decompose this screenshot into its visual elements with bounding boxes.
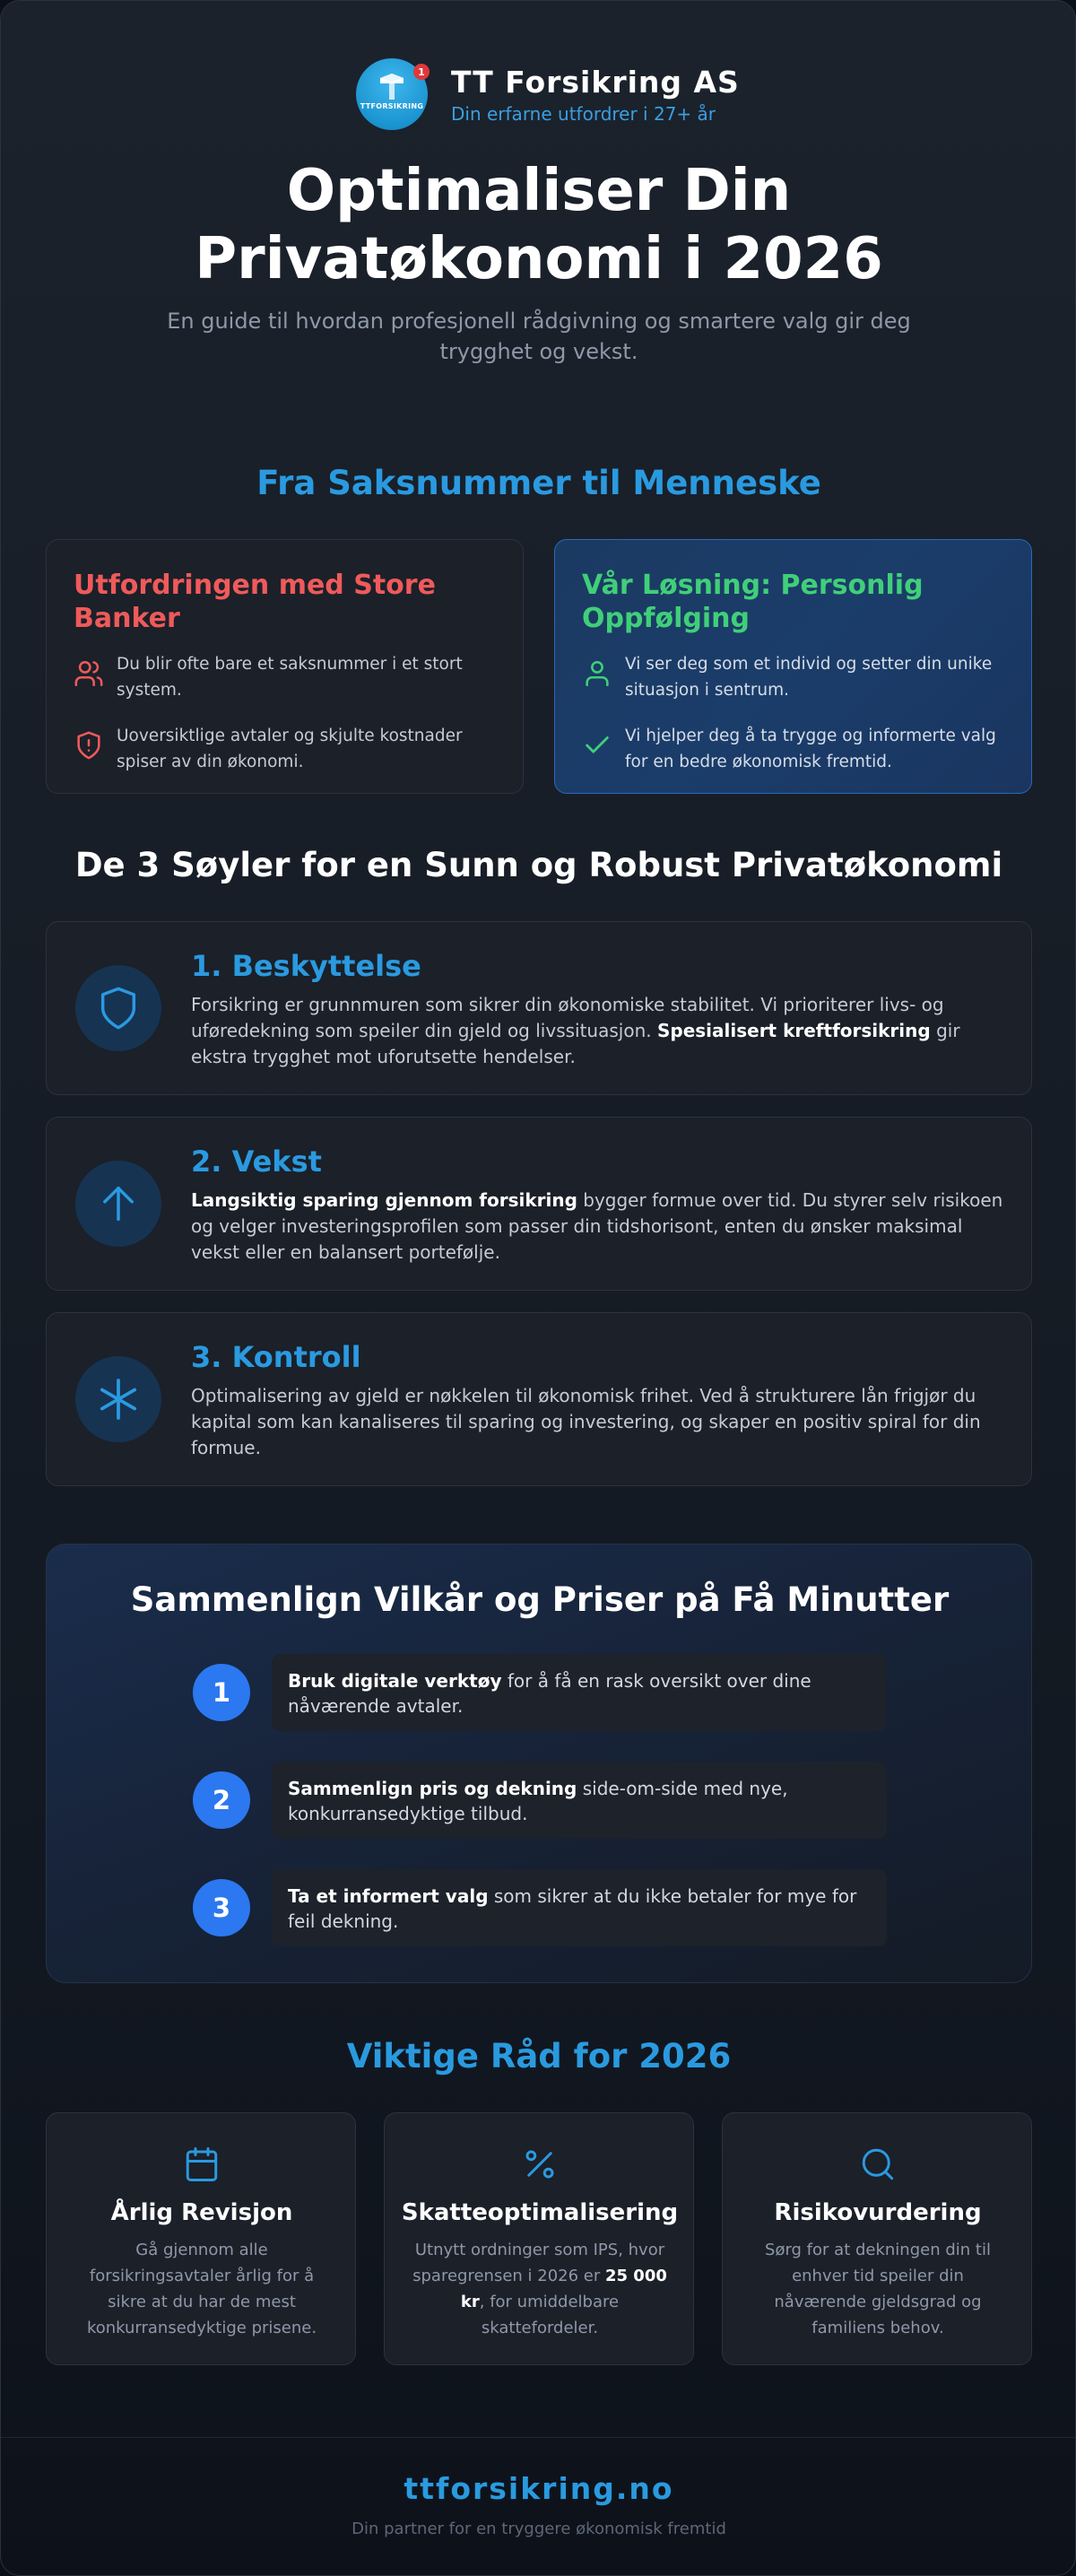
page-subtitle: En guide til hvordan profesjonell rådgivning og smartere valg gir deg trygghet og vekst. xyxy=(167,309,911,364)
pillar-title: 2. Vekst xyxy=(191,1144,322,1179)
footer-divider xyxy=(1,2437,1076,2438)
challenge-title: Utfordringen med Store Banker xyxy=(74,570,436,634)
user-icon xyxy=(582,658,612,689)
calendar-icon xyxy=(183,2145,221,2183)
logo-mark-icon xyxy=(377,73,407,101)
users-icon xyxy=(74,658,104,689)
advice-title: Risikovurdering xyxy=(774,2199,982,2226)
search-icon xyxy=(859,2145,897,2183)
check-icon xyxy=(582,730,612,761)
pillar-card-growth xyxy=(46,1117,1032,1291)
company-logo xyxy=(356,58,428,130)
company-tagline: Din erfarne utfordrer i 27+ år xyxy=(451,102,716,125)
shield-icon xyxy=(95,985,142,1031)
advice-text: Utnytt ordninger som IPS, hvor sparegrensen i 2026 er 25 000 kr, for umiddelbare skattefordeler. xyxy=(412,2241,667,2337)
compare-section xyxy=(46,1544,1032,1983)
pillar-card-protection xyxy=(46,921,1032,1095)
step-number: 1 xyxy=(193,1664,250,1721)
step-number: 2 xyxy=(193,1771,250,1829)
solution-point-text: Vi ser deg som et individ og setter din unike situasjon i sentrum. xyxy=(625,655,993,700)
percent-icon xyxy=(521,2145,559,2183)
challenge-point-text: Du blir ofte bare et saksnummer i et stort system. xyxy=(117,655,463,700)
challenge-card xyxy=(46,539,524,794)
section-title-pillars: De 3 Søyler for en Sunn og Robust Privatøkonomi xyxy=(74,846,1003,884)
pillar-title: 1. Beskyttelse xyxy=(191,949,421,983)
footer-website-link[interactable]: ttforsikring.no xyxy=(404,2471,674,2506)
compare-step xyxy=(193,1654,887,1731)
solution-point xyxy=(582,651,1004,703)
challenge-point xyxy=(74,723,496,775)
shield-alert-icon xyxy=(74,730,104,761)
solution-point xyxy=(582,723,1004,775)
solution-title: Vår Løsning: Personlig Oppfølging xyxy=(582,570,924,634)
advice-text: Sørg for at dekningen din til enhver tid speiler din nåværende gjeldsgrad og familiens behov. xyxy=(765,2241,991,2337)
pillar-title: 3. Kontroll xyxy=(191,1340,361,1374)
logo-text: TTFORSIKRING xyxy=(360,102,424,110)
pillar-text: Forsikring er grunnmuren som sikrer din økonomiske stabilitet. Vi prioriterer livs- og uføredekning som speiler din gjeld og livssituasjon. Spesialisert kreftforsikring gir ekstra trygghet mot uforutsette hendelser. xyxy=(191,994,960,1067)
arrow-up-icon xyxy=(95,1180,142,1227)
advice-title: Årlig Revisjon xyxy=(110,2199,293,2226)
step-text: Sammenlign pris og dekning side-om-side med nye, konkurransedyktige tilbud. xyxy=(272,1762,887,1839)
pillar-card-control xyxy=(46,1312,1032,1486)
section-title-advice: Viktige Råd for 2026 xyxy=(346,2037,732,2076)
step-text: Bruk digitale verktøy for å få en rask oversikt over dine nåværende avtaler. xyxy=(272,1654,887,1731)
compare-step xyxy=(193,1869,887,1946)
step-number: 3 xyxy=(193,1879,250,1936)
company-name: TT Forsikring AS xyxy=(451,64,740,100)
notification-badge: 1 xyxy=(413,64,430,80)
challenge-point-text: Uoversiktlige avtaler og skjulte kostnader spiser av din økonomi. xyxy=(117,727,463,771)
asterisk-icon xyxy=(93,1374,143,1424)
advice-card-tax xyxy=(384,2112,694,2365)
page-title: Optimaliser Din Privatøkonomi i 2026 xyxy=(195,158,883,292)
brand-header xyxy=(356,58,740,130)
footer-tagline: Din partner for en tryggere økonomisk fremtid xyxy=(351,2519,726,2538)
challenge-point xyxy=(74,651,496,703)
compare-title: Sammenlign Vilkår og Priser på Få Minutter xyxy=(130,1580,950,1619)
pillar-text: Langsiktig sparing gjennom forsikring bygger formue over tid. Du styrer selv risikoen og velger investeringsprofilen som passer din tidshorisont, enten du ønsker maksimal vekst eller en balansert portefølje. xyxy=(191,1189,1003,1263)
solution-card xyxy=(554,539,1032,794)
advice-title: Skatteoptimalisering xyxy=(401,2199,679,2226)
advice-text: Gå gjennom alle forsikringsavtaler årlig for å sikre at du har de mest konkurransedyktige prisene. xyxy=(86,2241,317,2337)
compare-step xyxy=(193,1762,887,1839)
section-title-person: Fra Saksnummer til Menneske xyxy=(256,464,821,502)
advice-card-risk xyxy=(722,2112,1032,2365)
solution-point-text: Vi hjelper deg å ta trygge og informerte valg for en bedre økonomisk fremtid. xyxy=(625,727,996,771)
pillar-text: Optimalisering av gjeld er nøkkelen til økonomisk frihet. Ved å strukturere lån frigjør du kapital som kan kanaliseres til sparing og investering, og skaper en positiv spiral for din formue. xyxy=(191,1385,981,1458)
step-text: Ta et informert valg som sikrer at du ikke betaler for mye for feil dekning. xyxy=(272,1869,887,1946)
advice-card-revision xyxy=(46,2112,356,2365)
